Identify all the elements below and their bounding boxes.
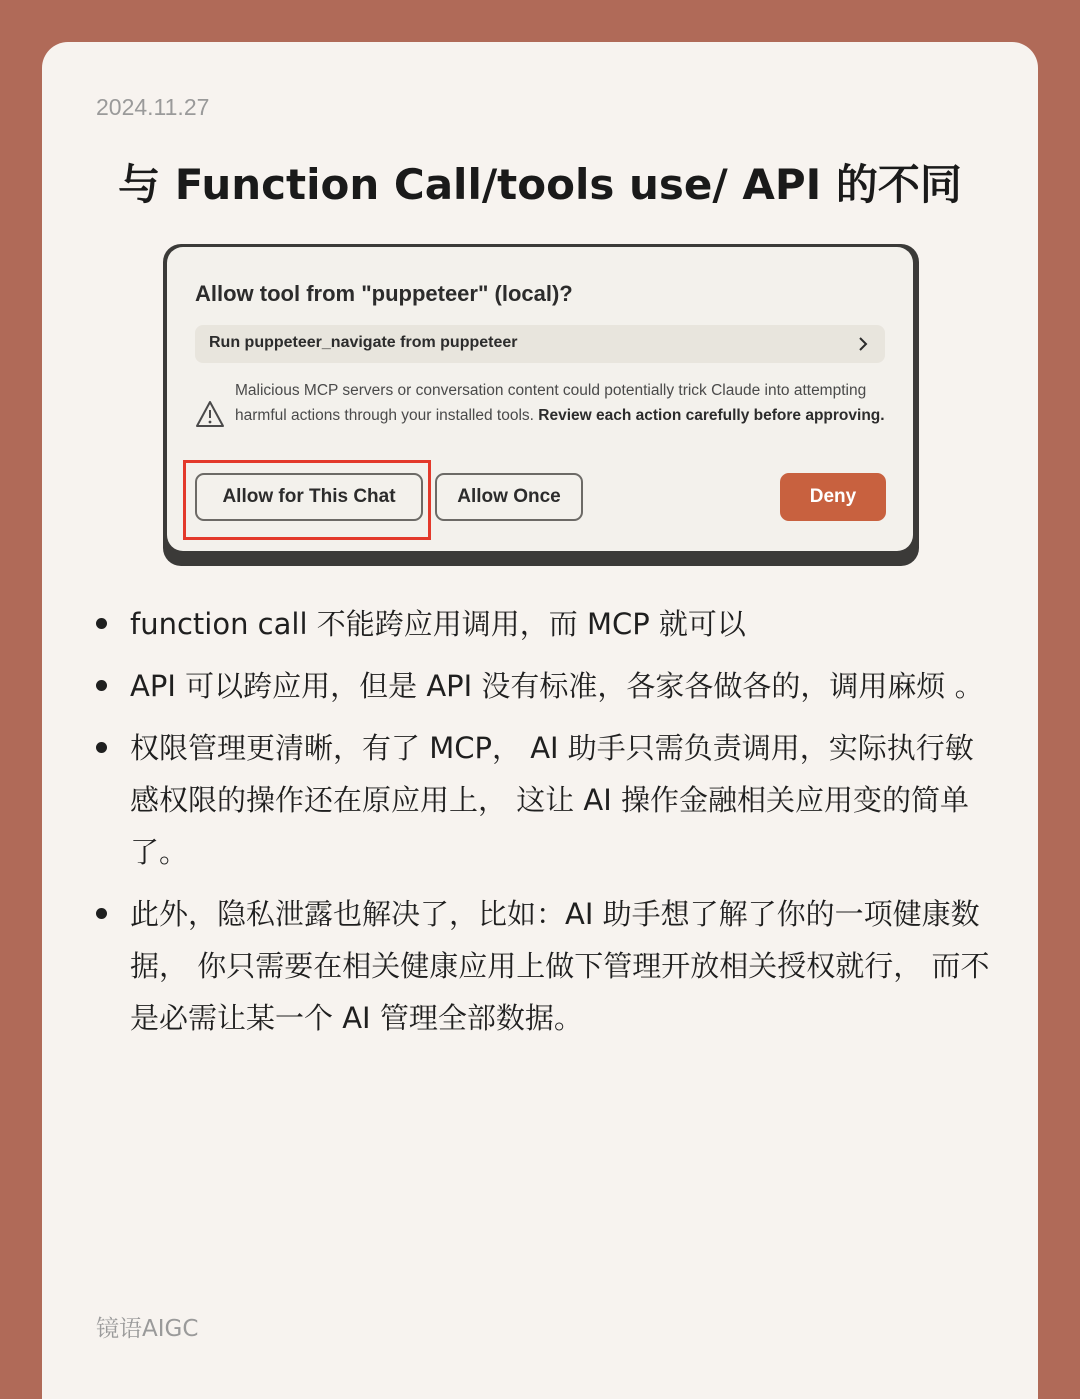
bullet-item: function call 不能跨应用调用，而 MCP 就可以	[42, 598, 1038, 650]
bullet-item: 此外，隐私泄露也解决了，比如：AI 助手想了解了你的一项健康数据， 你只需要在相关健康应用上做下管理开放相关授权就行， 而不是必需让某一个 AI 管理全部数据。	[42, 888, 1038, 1044]
post-card	[42, 42, 1038, 1399]
dialog-title: Allow tool from "puppeteer" (local)?	[195, 281, 573, 306]
warning-text: Malicious MCP servers or conversation content could potentially trick Claude into attempting harmful actions through your installed tools.	[235, 382, 867, 424]
deny-button[interactable]: Deny	[780, 473, 886, 521]
chevron-right-icon	[855, 334, 871, 354]
author-footer: 镜语AIGC	[96, 1316, 199, 1342]
tool-row[interactable]	[195, 325, 885, 363]
warning-message	[235, 378, 895, 428]
permission-dialog	[167, 247, 913, 551]
dialog-screenshot	[163, 244, 919, 566]
tool-row-label: Run puppeteer_navigate from puppeteer	[209, 334, 518, 351]
warning-icon	[195, 400, 225, 428]
allow-for-this-chat-button[interactable]: Allow for This Chat	[195, 473, 423, 521]
post-title: 与 Function Call/tools use/ API 的不同	[118, 160, 962, 209]
bullet-list	[42, 598, 1038, 1054]
bullet-item: API 可以跨应用，但是 API 没有标准，各家各做各的，调用麻烦 。	[42, 660, 1038, 712]
allow-once-button[interactable]: Allow Once	[435, 473, 583, 521]
bullet-item: 权限管理更清晰，有了 MCP， AI 助手只需负责调用，实际执行敏感权限的操作还在原应用上， 这让 AI 操作金融相关应用变的简单了。	[42, 722, 1038, 878]
warning-bold: Review each action carefully before approving.	[538, 407, 885, 424]
post-date: 2024.11.27	[96, 94, 210, 120]
